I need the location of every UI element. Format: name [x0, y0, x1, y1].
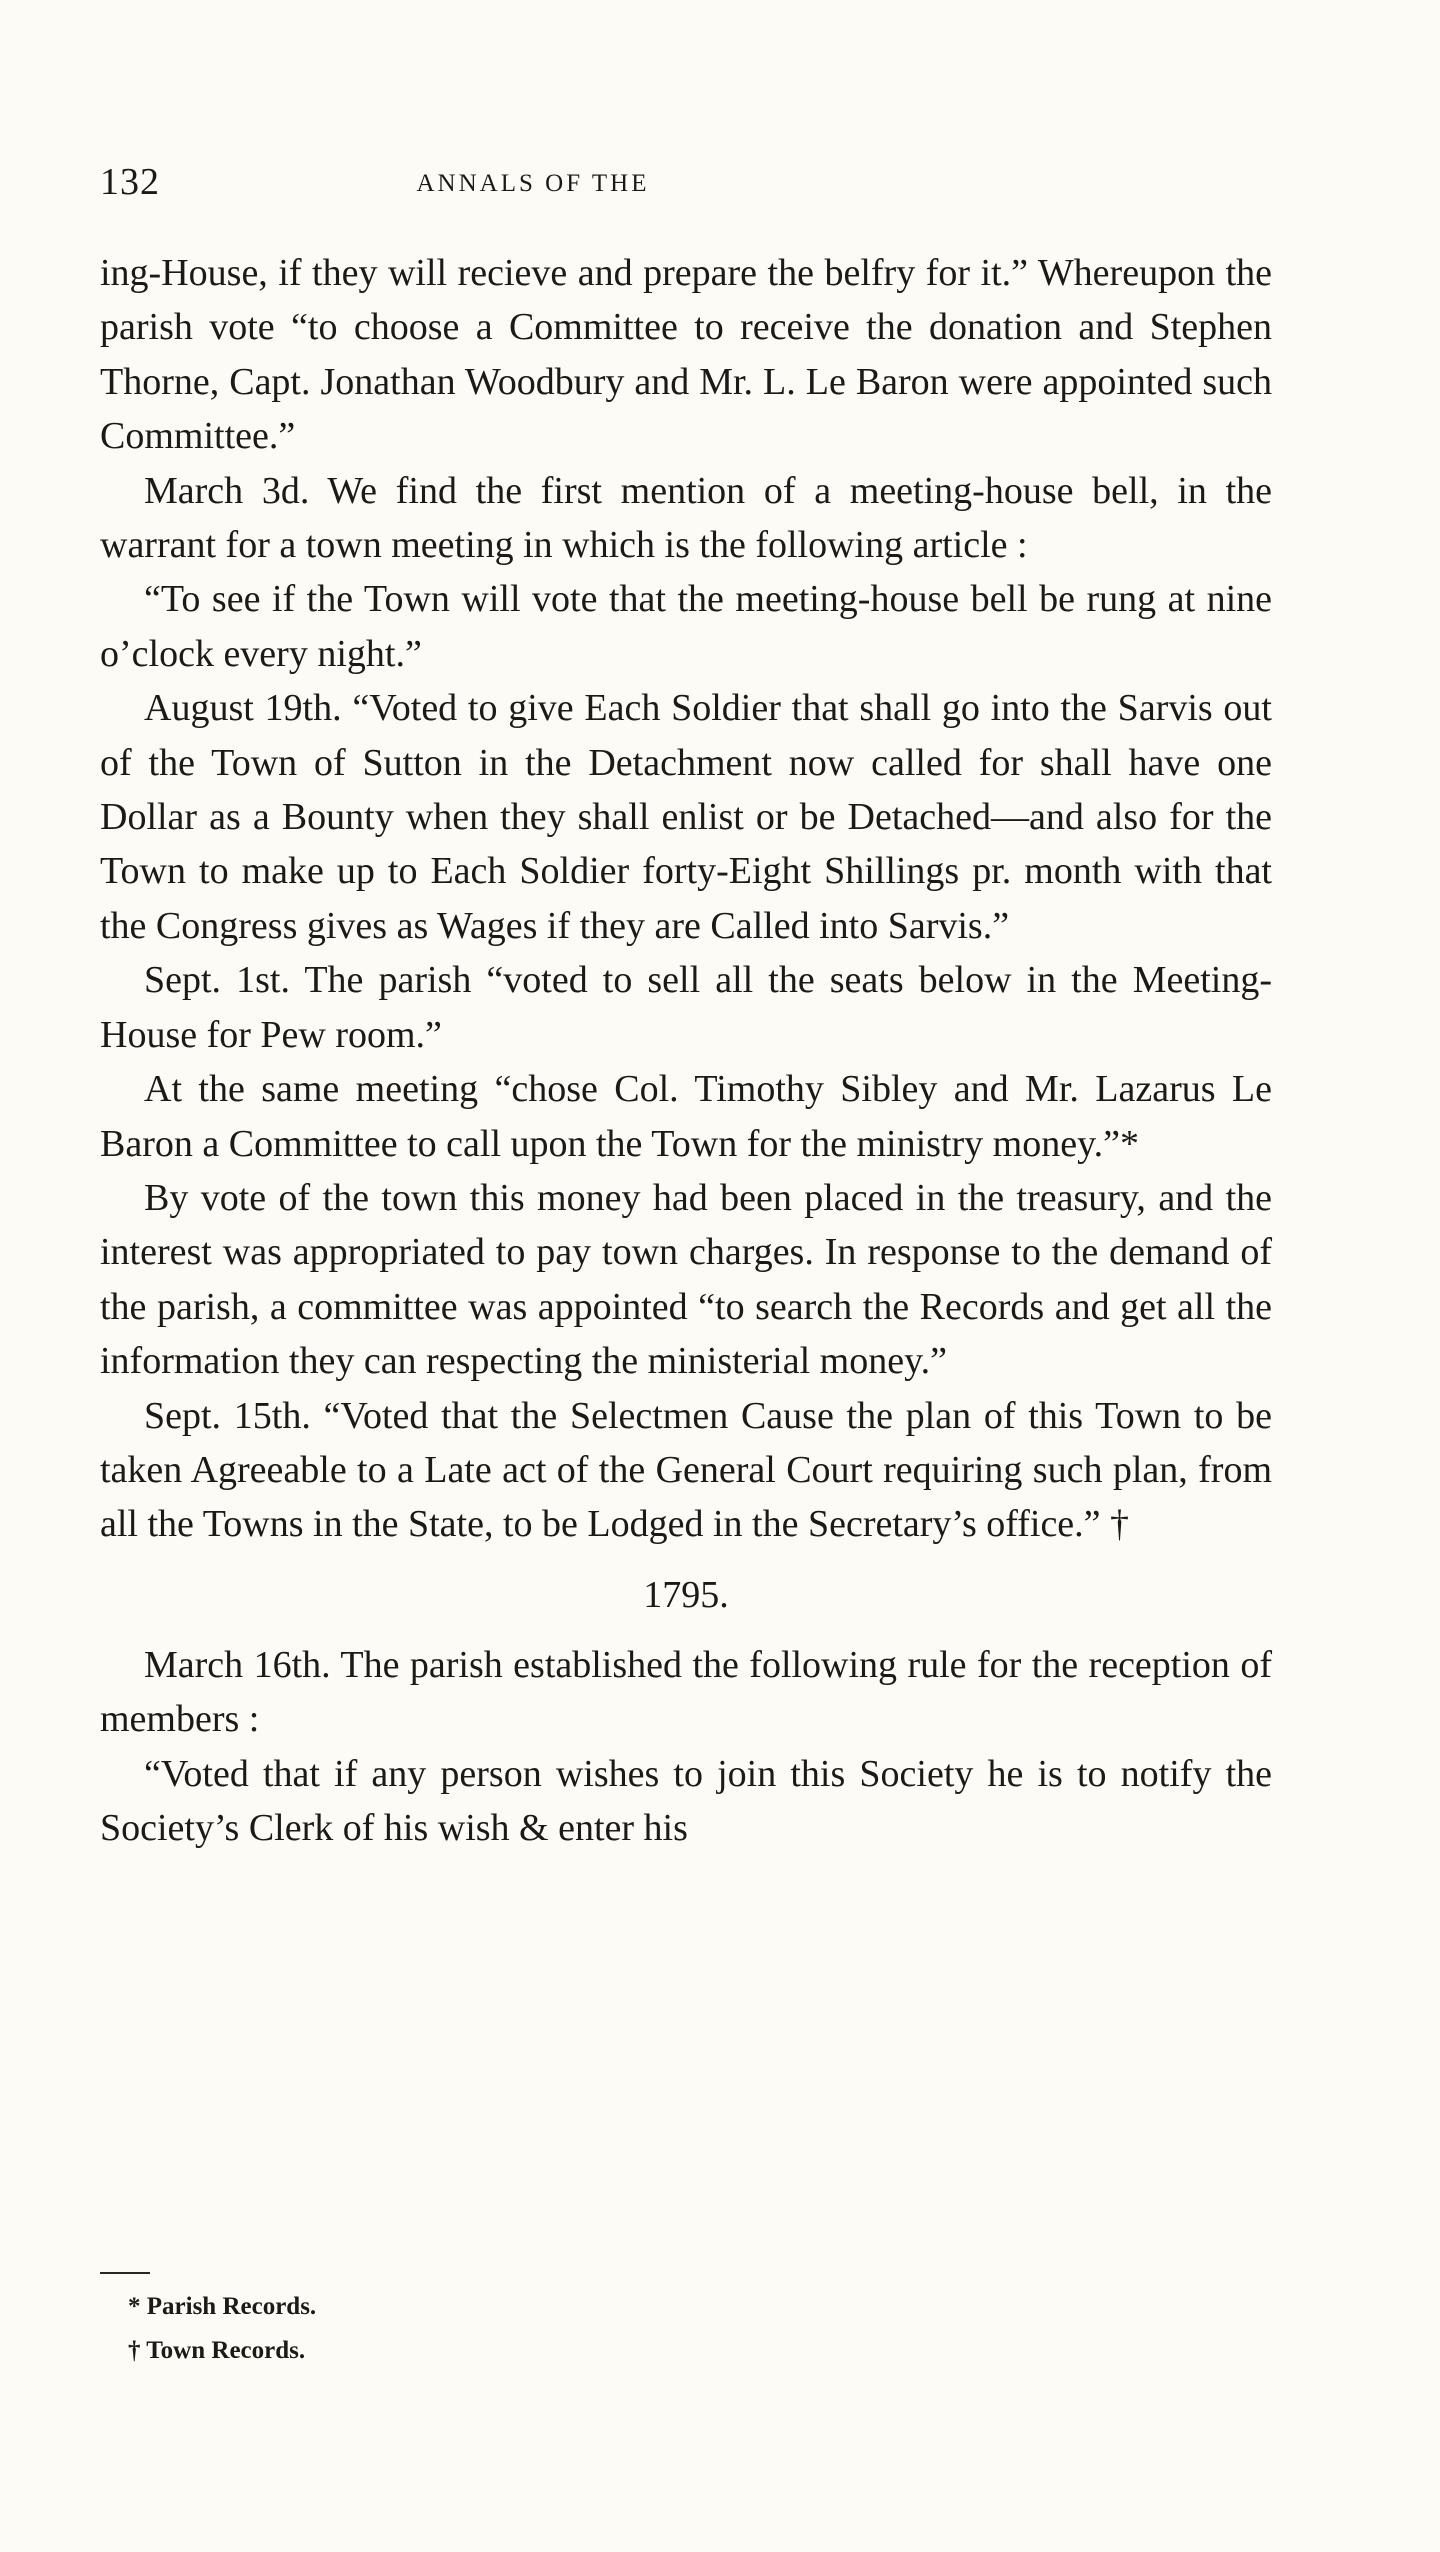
paragraph-august-19th: August 19th. “Voted to give Each Soldier that shall go into the Sarvis out of the Town of Sutton in the Detachment now called for shall have one Dollar as a Bounty when they shall enlist or be Detached—and also for the Town to make up to Each Soldier forty-Eight Shillings pr. month with that the Congress gives as Wages if they are Called into Sarvis.” [100, 687, 1272, 947]
running-head [100, 160, 1272, 210]
book-page [100, 0, 1272, 2552]
paragraph-march-16th: March 16th. The parish established the following rule for the reception of members : [100, 1643, 1272, 1741]
paragraph-voted-rule: “Voted that if any person wishes to join this Society he is to notify the Society’s Clerk of his wish & enter his [100, 1752, 1272, 1849]
footnotes [128, 2285, 1028, 2373]
paragraph-same-meeting: At the same meeting “chose Col. Timothy Sibley and Mr. Lazarus Le Baron a Committee to call upon the Town for the ministry money.”* [100, 1068, 1272, 1165]
paragraph-town-vote: By vote of the town this money had been placed in the treasury, and the interest was appropriated to pay town charges. In response to the demand of the parish, a committee was appointed “to search the Records and get all the information they can respecting the ministerial money.” [100, 1176, 1272, 1383]
paragraph-sept-15th: Sept. 15th. “Voted that the Selectmen Cause the plan of this Town to be taken Agreeable to a Late act of the General Court requiring such plan, from all the Towns in the State, to be Lodged in the Secretary’s office.” † [100, 1394, 1272, 1546]
paragraph-warrant-article: “To see if the Town will vote that the meeting-house bell be rung at nine o’clock every night.” [100, 578, 1272, 675]
footnote-rule [100, 2272, 150, 2274]
paragraph-continuation: ing-House, if they will recieve and prepare the belfry for it.” Whereupon the parish vote “to choose a Committee to receive the donation and Stephen Thorne, Capt. Jonathan Woodbury and Mr. L. Le Baron were appointed such Committee.” [100, 252, 1272, 458]
footnote-town-records: † Town Records. [128, 2337, 306, 2364]
body-text [100, 246, 1272, 1855]
paragraph-march-3d: March 3d. We find the first mention of a meeting-house bell, in the warrant for a town meeting in which is the following article : [100, 469, 1272, 567]
running-title: ANNALS OF THE [416, 170, 650, 197]
page-number: 132 [100, 161, 160, 203]
year-heading: 1795. [643, 1573, 729, 1616]
paragraph-sept-1st: Sept. 1st. The parish “voted to sell all the seats below in the Meeting-House for Pew room.” [100, 959, 1272, 1056]
footnote-parish-records: * Parish Records. [128, 2293, 317, 2320]
